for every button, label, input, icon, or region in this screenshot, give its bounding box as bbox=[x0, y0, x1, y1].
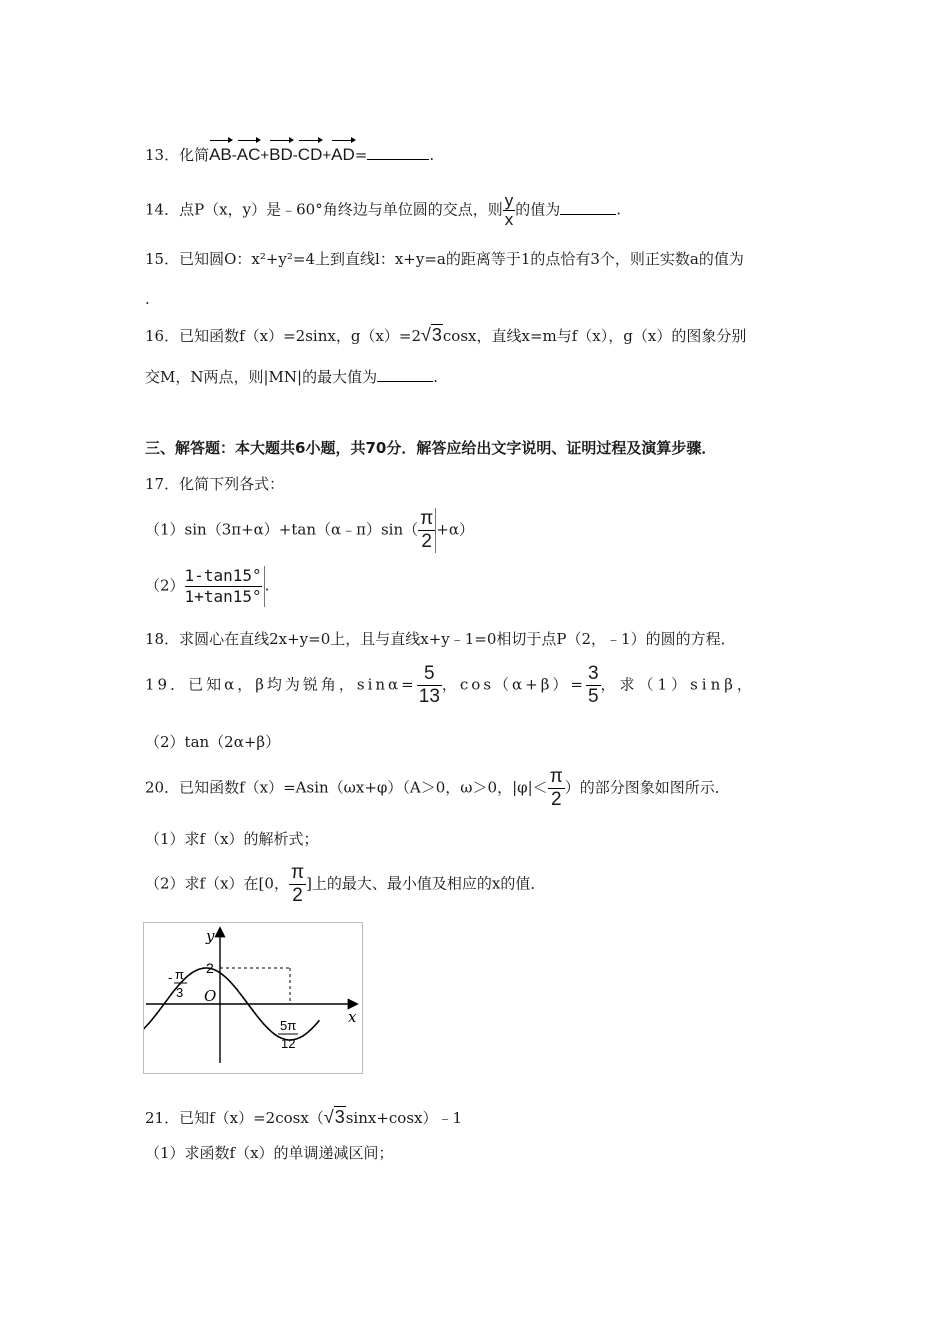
denominator: x bbox=[504, 210, 514, 229]
equals: = bbox=[354, 146, 368, 164]
answer-blank bbox=[560, 201, 616, 215]
answer-blank bbox=[367, 146, 429, 160]
y-label: y bbox=[206, 927, 215, 945]
denominator: 2 bbox=[421, 531, 432, 552]
question-15: 15．已知圆O：x²+y²=4上到直线l：x+y=a的距离等于1的点恰有3个，则正实数a的值为 bbox=[145, 250, 744, 268]
origin-label: O bbox=[204, 987, 217, 1005]
question-20 bbox=[145, 766, 730, 811]
q19-part-b: ，cos（α+β）= bbox=[441, 675, 586, 694]
left-zero-numerator: π bbox=[175, 967, 184, 982]
vector-ac: AC bbox=[237, 138, 261, 166]
period: . bbox=[429, 146, 435, 164]
q17-p1-text: （1）sin（3π+α）+tan（α﹣π）sin（ bbox=[145, 520, 419, 539]
max-x-numerator: 5π bbox=[280, 1018, 297, 1033]
fraction-3-over-5 bbox=[586, 663, 601, 708]
q16-part2: cosx，直线x=m与f（x），g（x）的图象分别 bbox=[442, 327, 747, 345]
question-21-part1: （1）求函数f（x）的单调递减区间； bbox=[145, 1144, 394, 1162]
numerator: π bbox=[420, 508, 434, 529]
q20-p2-end: ]上的最大、最小值及相应的x的值． bbox=[306, 874, 546, 893]
question-20-part2 bbox=[145, 862, 545, 907]
sqrt-three: √3 bbox=[421, 325, 442, 345]
question-17-part1 bbox=[145, 508, 474, 553]
max-value-label: 2 bbox=[206, 960, 214, 976]
numerator: 3 bbox=[587, 663, 599, 684]
left-zero-minus: - bbox=[168, 970, 173, 985]
radicand: 3 bbox=[334, 1107, 345, 1127]
vector-ab: AB bbox=[209, 138, 232, 166]
fraction-pi-over-2 bbox=[548, 766, 565, 811]
q19-part-a: 19．已知α，β均为锐角，sinα= bbox=[145, 675, 417, 694]
q17-p1-end: +α） bbox=[436, 520, 474, 539]
fraction-y-over-x bbox=[503, 192, 516, 229]
q20-part-b: ）的部分图象如图所示． bbox=[564, 778, 730, 797]
q17-p2-label: （2） bbox=[145, 576, 185, 595]
denominator: 5 bbox=[587, 686, 599, 707]
denominator: 2 bbox=[550, 789, 562, 810]
q16-part1: 16．已知函数f（x）=2sinx，g（x）=2 bbox=[145, 327, 421, 345]
radicand: 3 bbox=[431, 325, 442, 345]
question-19 bbox=[145, 663, 756, 708]
fraction-5-over-13 bbox=[417, 663, 442, 708]
period: . bbox=[433, 368, 438, 386]
max-x-denominator: 12 bbox=[281, 1036, 296, 1051]
period: . bbox=[616, 200, 621, 219]
question-15-cont: . bbox=[145, 290, 150, 308]
denominator: 2 bbox=[292, 885, 303, 906]
question-21 bbox=[145, 1106, 462, 1129]
question-16-cont bbox=[145, 366, 438, 388]
numerator: π bbox=[290, 862, 305, 883]
op: + bbox=[260, 147, 270, 164]
graph-svg bbox=[144, 923, 362, 1073]
q16-line2: 交M，N两点，则|MN|的最大值为 bbox=[145, 368, 378, 386]
answer-blank bbox=[377, 368, 433, 382]
vector-bd: BD bbox=[269, 138, 293, 166]
q20-p2-text: （2）求f（x）在[0， bbox=[145, 874, 289, 893]
section-three-heading: 三、解答题：本大题共6小题，共70分．解答应给出文字说明、证明过程及演算步骤． bbox=[145, 439, 717, 457]
fraction-pi-over-2 bbox=[418, 508, 436, 553]
q20-part-a: 20．已知函数f（x）=Asin（ωx+φ）（A＞0，ω＞0，|φ|＜ bbox=[145, 778, 548, 797]
numerator: π bbox=[549, 766, 563, 787]
vector-cd: CD bbox=[298, 138, 323, 166]
q21-part-a: 21．已知f（x）=2cosx（ bbox=[145, 1109, 324, 1127]
op: - bbox=[231, 147, 237, 164]
numerator: 5 bbox=[417, 663, 442, 686]
q14-prefix: 14．点P（x，y）是﹣60°角终边与单位圆的交点，则 bbox=[145, 200, 503, 219]
x-label: x bbox=[348, 1008, 357, 1026]
denominator: 1+tan15° bbox=[184, 587, 262, 606]
question-14 bbox=[145, 192, 621, 229]
question-20-part1: （1）求f（x）的解析式； bbox=[145, 830, 319, 848]
function-graph bbox=[143, 922, 363, 1074]
numerator: 1-tan15° bbox=[184, 566, 262, 585]
period: . bbox=[264, 576, 270, 595]
question-17-part2 bbox=[145, 566, 269, 607]
denominator: 13 bbox=[418, 686, 440, 707]
sqrt-three: √3 bbox=[323, 1107, 345, 1127]
q13-prefix: 13．化简 bbox=[145, 146, 210, 164]
op: + bbox=[322, 147, 332, 164]
numerator: y bbox=[504, 191, 514, 210]
question-18: 18．求圆心在直线2x+y=0上，且与直线x+y﹣1=0相切于点P（2，﹣1）的圆的方程． bbox=[145, 630, 736, 648]
op: - bbox=[292, 147, 298, 164]
question-16 bbox=[145, 324, 746, 347]
fraction-pi-over-2 bbox=[289, 862, 306, 907]
question-19-part2: （2）tan（2α+β） bbox=[145, 733, 281, 751]
q21-part-b: sinx+cosx）﹣1 bbox=[345, 1109, 463, 1127]
question-13 bbox=[145, 138, 434, 167]
q19-part-c: ，求（1）sinβ， bbox=[600, 675, 756, 694]
fraction-tan15 bbox=[185, 566, 265, 607]
left-zero-denominator: 3 bbox=[176, 985, 184, 1000]
vector-ad: AD bbox=[331, 138, 355, 166]
q14-suffix: 的值为 bbox=[515, 200, 561, 219]
question-17: 17．化简下列各式： bbox=[145, 475, 285, 493]
